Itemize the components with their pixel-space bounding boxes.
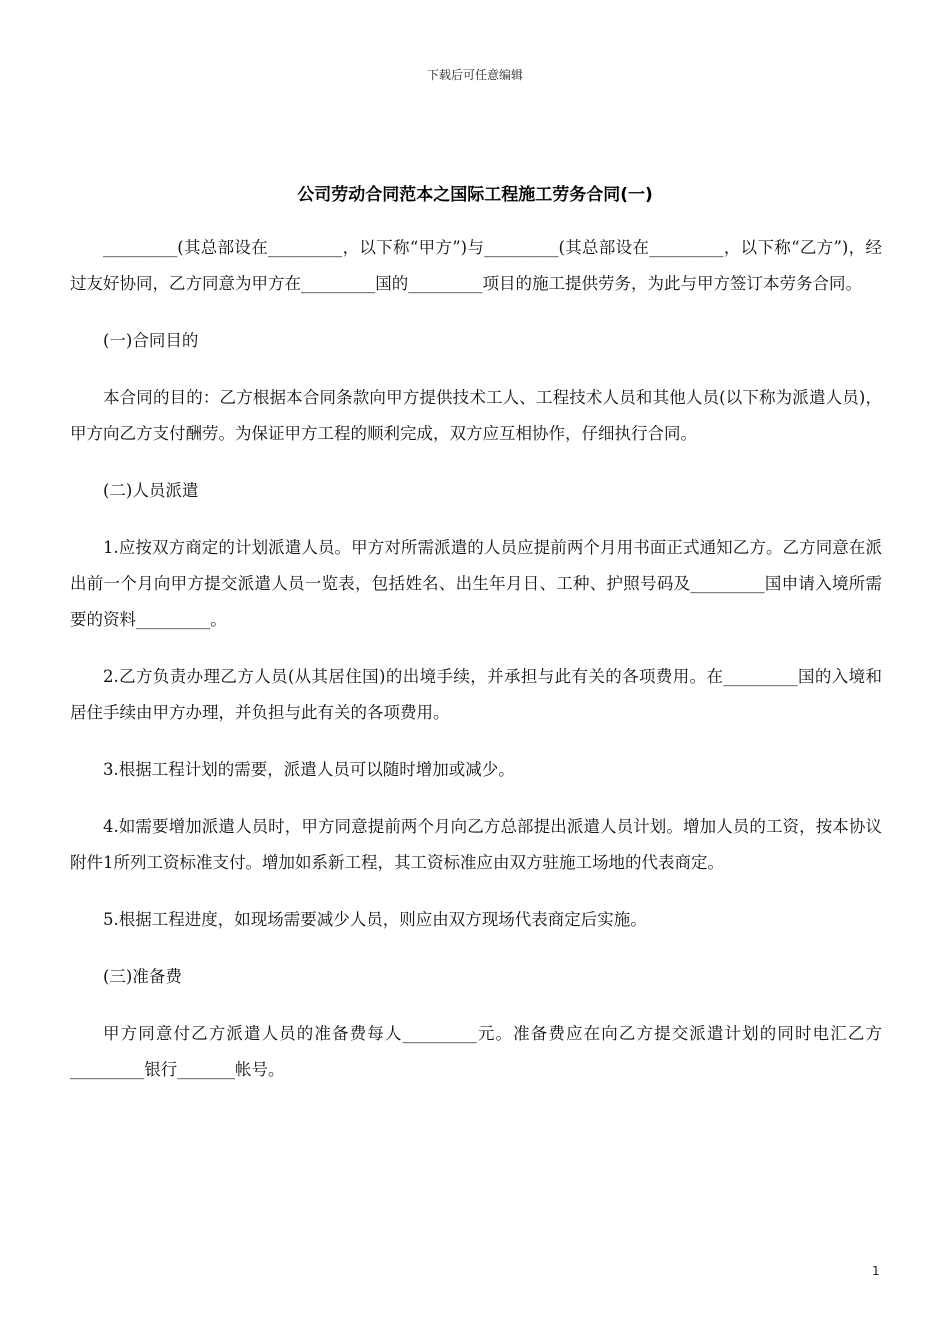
section-heading-purpose: (一)合同目的 [103, 331, 199, 350]
header-note: 下载后可任意编辑 [426, 68, 523, 82]
paragraph-dispatch-2: 2.乙方负责办理乙方人员(从其居住国)的出境手续，并承担与此有关的各项费用。在_________国的入境和居住手续由甲方办理，并负担与此有关的各项费用。 [70, 667, 882, 722]
document-title: 公司劳动合同范本之国际工程施工劳务合同(一) [297, 185, 653, 205]
paragraph-dispatch-3: 3.根据工程计划的需要，派遣人员可以随时增加或减少。 [103, 760, 515, 779]
paragraph-dispatch-5: 5.根据工程进度，如现场需要减少人员，则应由双方现场代表商定后实施。 [103, 910, 647, 929]
paragraph-dispatch-4: 4.如需要增加派遣人员时，甲方同意提前两个月向乙方总部提出派遣人员计划。增加人员的工资，按本协议附件1所列工资标准支付。增加如系新工程，其工资标准应由双方驻施工场地的代表商定。 [70, 817, 882, 872]
paragraph-purpose: 本合同的目的：乙方根据本合同条款向甲方提供技术工人、工程技术人员和其他人员(以下称为派遣人员)，甲方向乙方支付酬劳。为保证甲方工程的顺利完成，双方应互相协作，仔细执行合同。 [70, 388, 882, 443]
document-body [70, 230, 882, 1109]
paragraph-preparation-fee: 甲方同意付乙方派遣人员的准备费每人_________元。准备费应在向乙方提交派遣计划的同时电汇乙方 _________银行_______帐号。 [70, 1024, 882, 1079]
paragraph-preamble: _________(其总部设在_________，以下称“甲方”)与_________(其总部设在_________，以下称“乙方”)，经过友好协同，乙方同意为甲方在_________国的_________项目的施工提供劳务，为此与甲方签订本劳务合同。 [70, 238, 882, 293]
page-number: 1 [872, 1264, 880, 1278]
section-heading-dispatch: (二)人员派遣 [103, 481, 199, 500]
paragraph-dispatch-1: 1.应按双方商定的计划派遣人员。甲方对所需派遣的人员应提前两个月用书面正式通知乙方。乙方同意在派出前一个月向甲方提交派遣人员一览表，包括姓名、出生年月日、工种、护照号码及_________国申请入境所需要的资料_________。 [70, 538, 882, 629]
section-heading-preparation-fee: (三)准备费 [103, 967, 182, 986]
